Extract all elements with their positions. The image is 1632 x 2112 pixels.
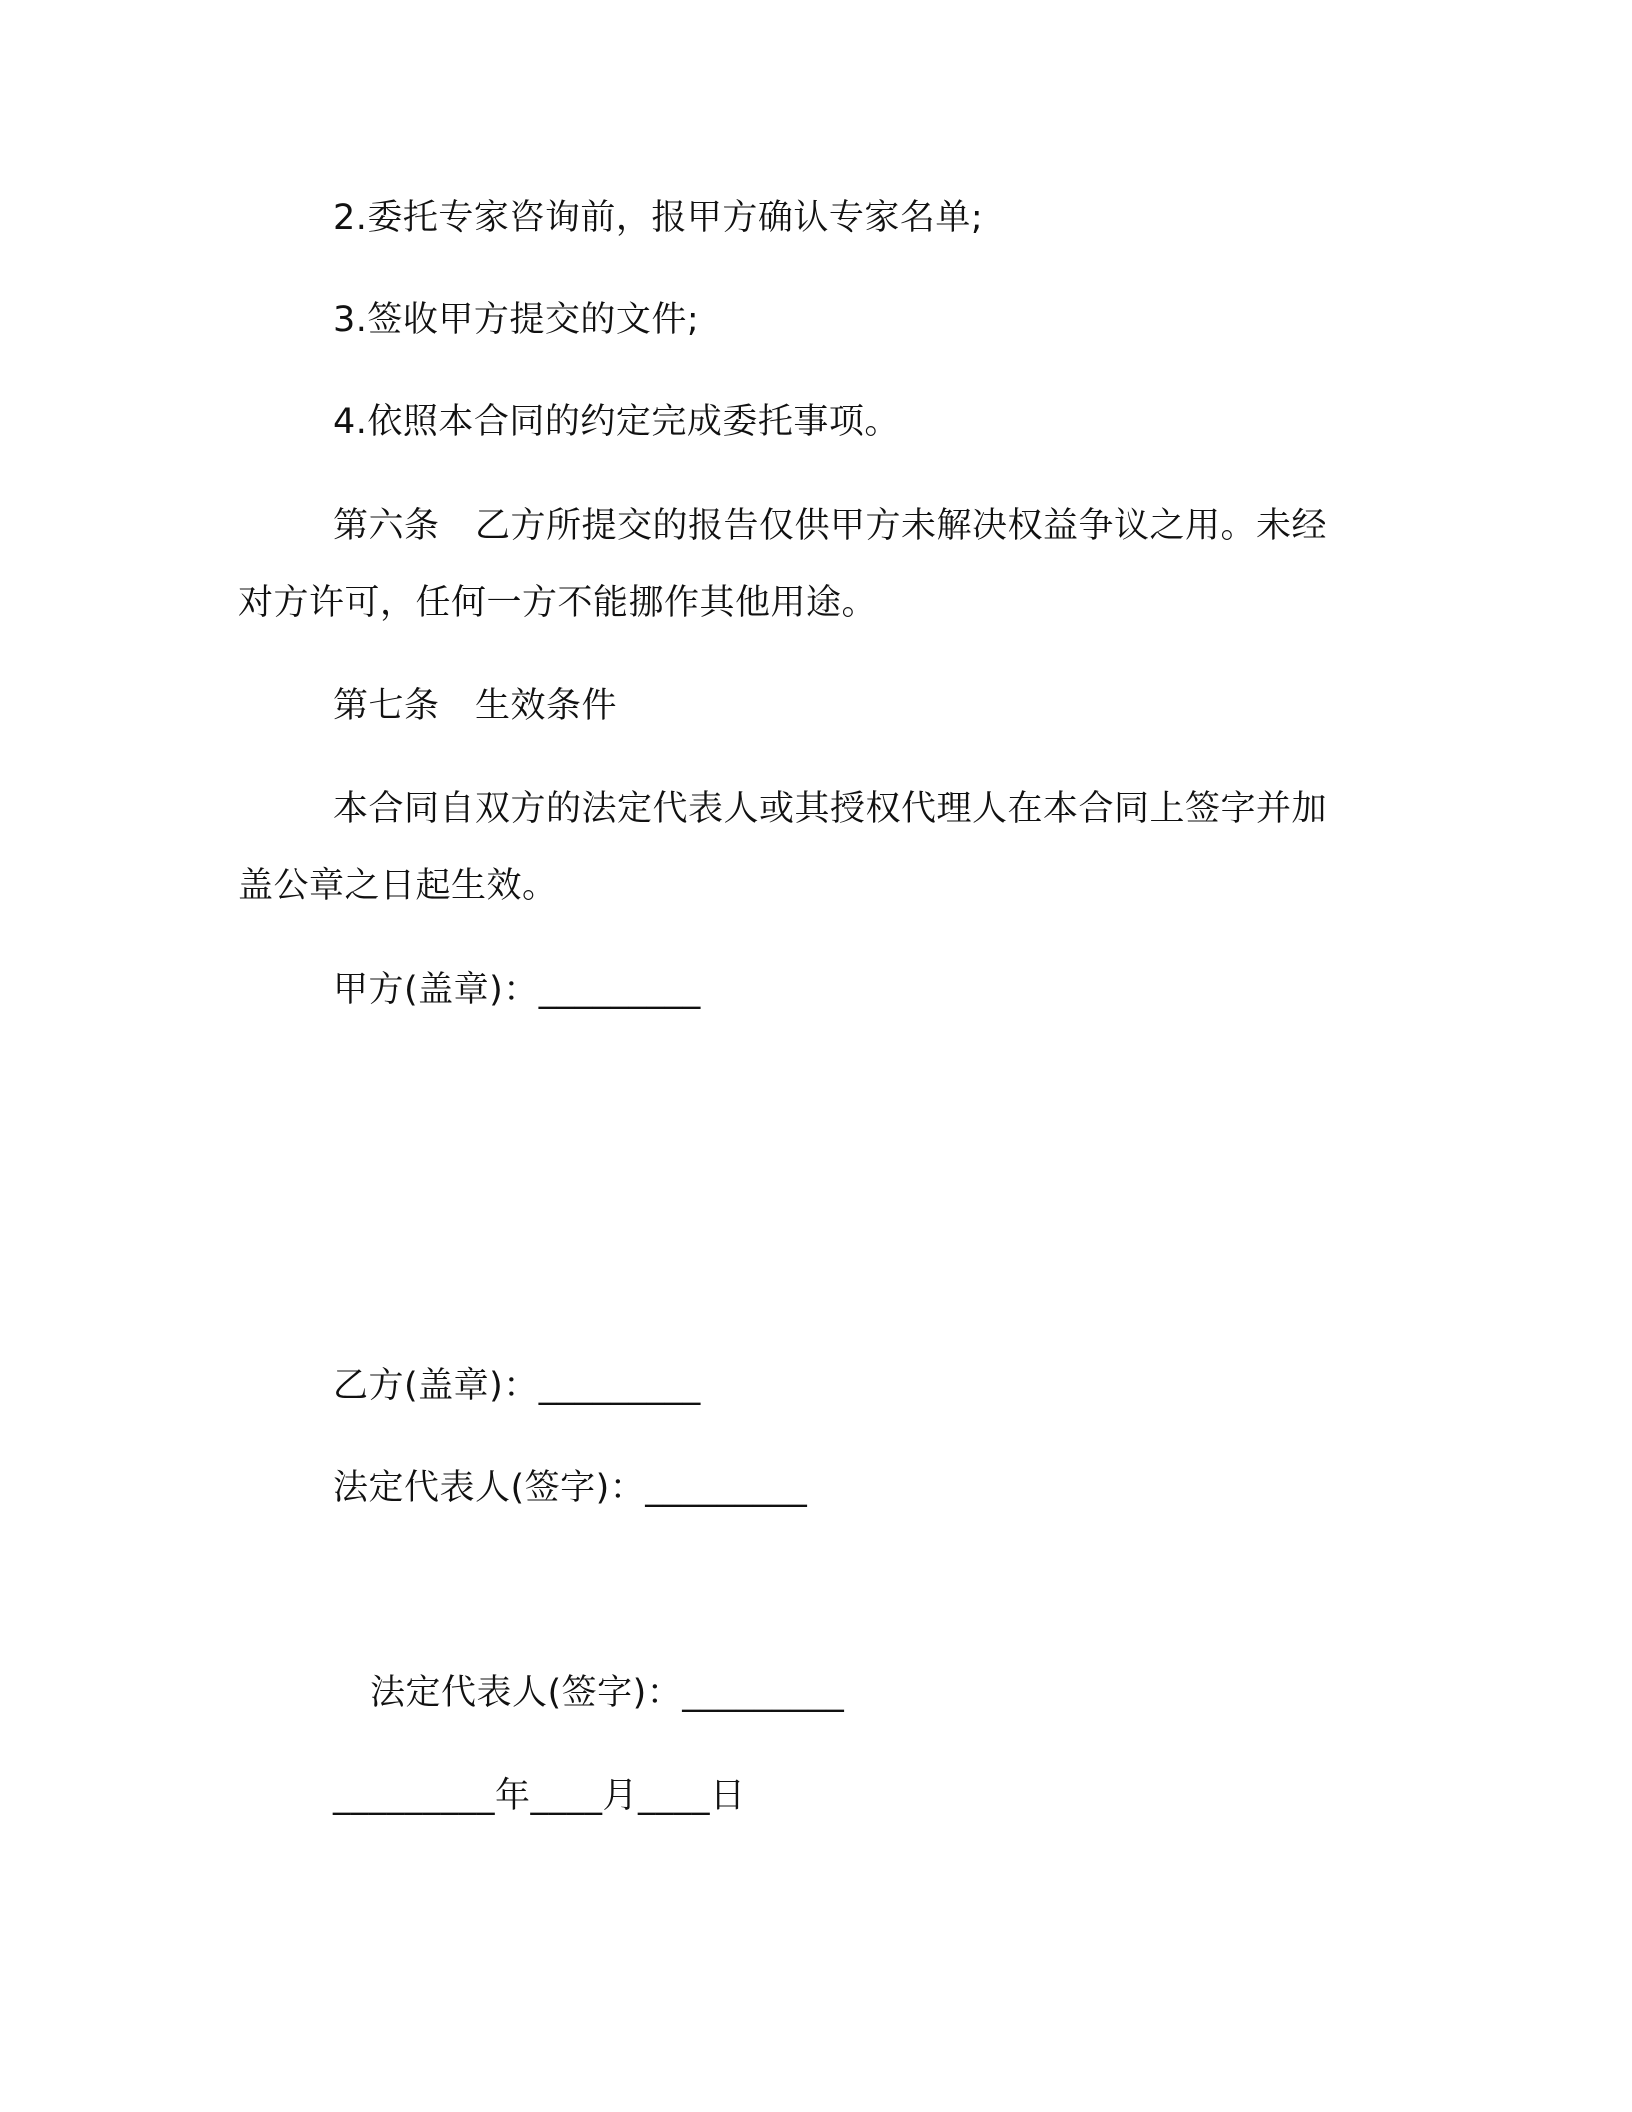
article-7-line-2: 盖公章之日起生效。 <box>238 866 558 906</box>
party-b-seal-line: 乙方(盖章)：_________ <box>333 1366 701 1406</box>
article-7-title: 第七条 生效条件 <box>333 686 618 726</box>
article-7-line-1: 本合同自双方的法定代表人或其授权代理人在本合同上签字并加 <box>333 789 1328 829</box>
article-6-line-1: 第六条 乙方所提交的报告仅供甲方未解决权益争议之用。未经 <box>333 506 1328 546</box>
legal-rep-signature-line-2: 法定代表人(签字)：_________ <box>370 1673 845 1713</box>
clause-item-2: 2.委托专家咨询前，报甲方确认专家名单; <box>333 198 984 238</box>
party-a-seal-line: 甲方(盖章)：_________ <box>333 970 701 1010</box>
clause-item-3: 3.签收甲方提交的文件; <box>333 300 700 340</box>
article-6-line-2: 对方许可，任何一方不能挪作其他用途。 <box>238 583 878 623</box>
date-line: _________年____月____日 <box>333 1776 746 1816</box>
clause-item-4: 4.依照本合同的约定完成委托事项。 <box>333 402 900 442</box>
legal-rep-signature-line-1: 法定代表人(签字)：_________ <box>333 1468 808 1508</box>
